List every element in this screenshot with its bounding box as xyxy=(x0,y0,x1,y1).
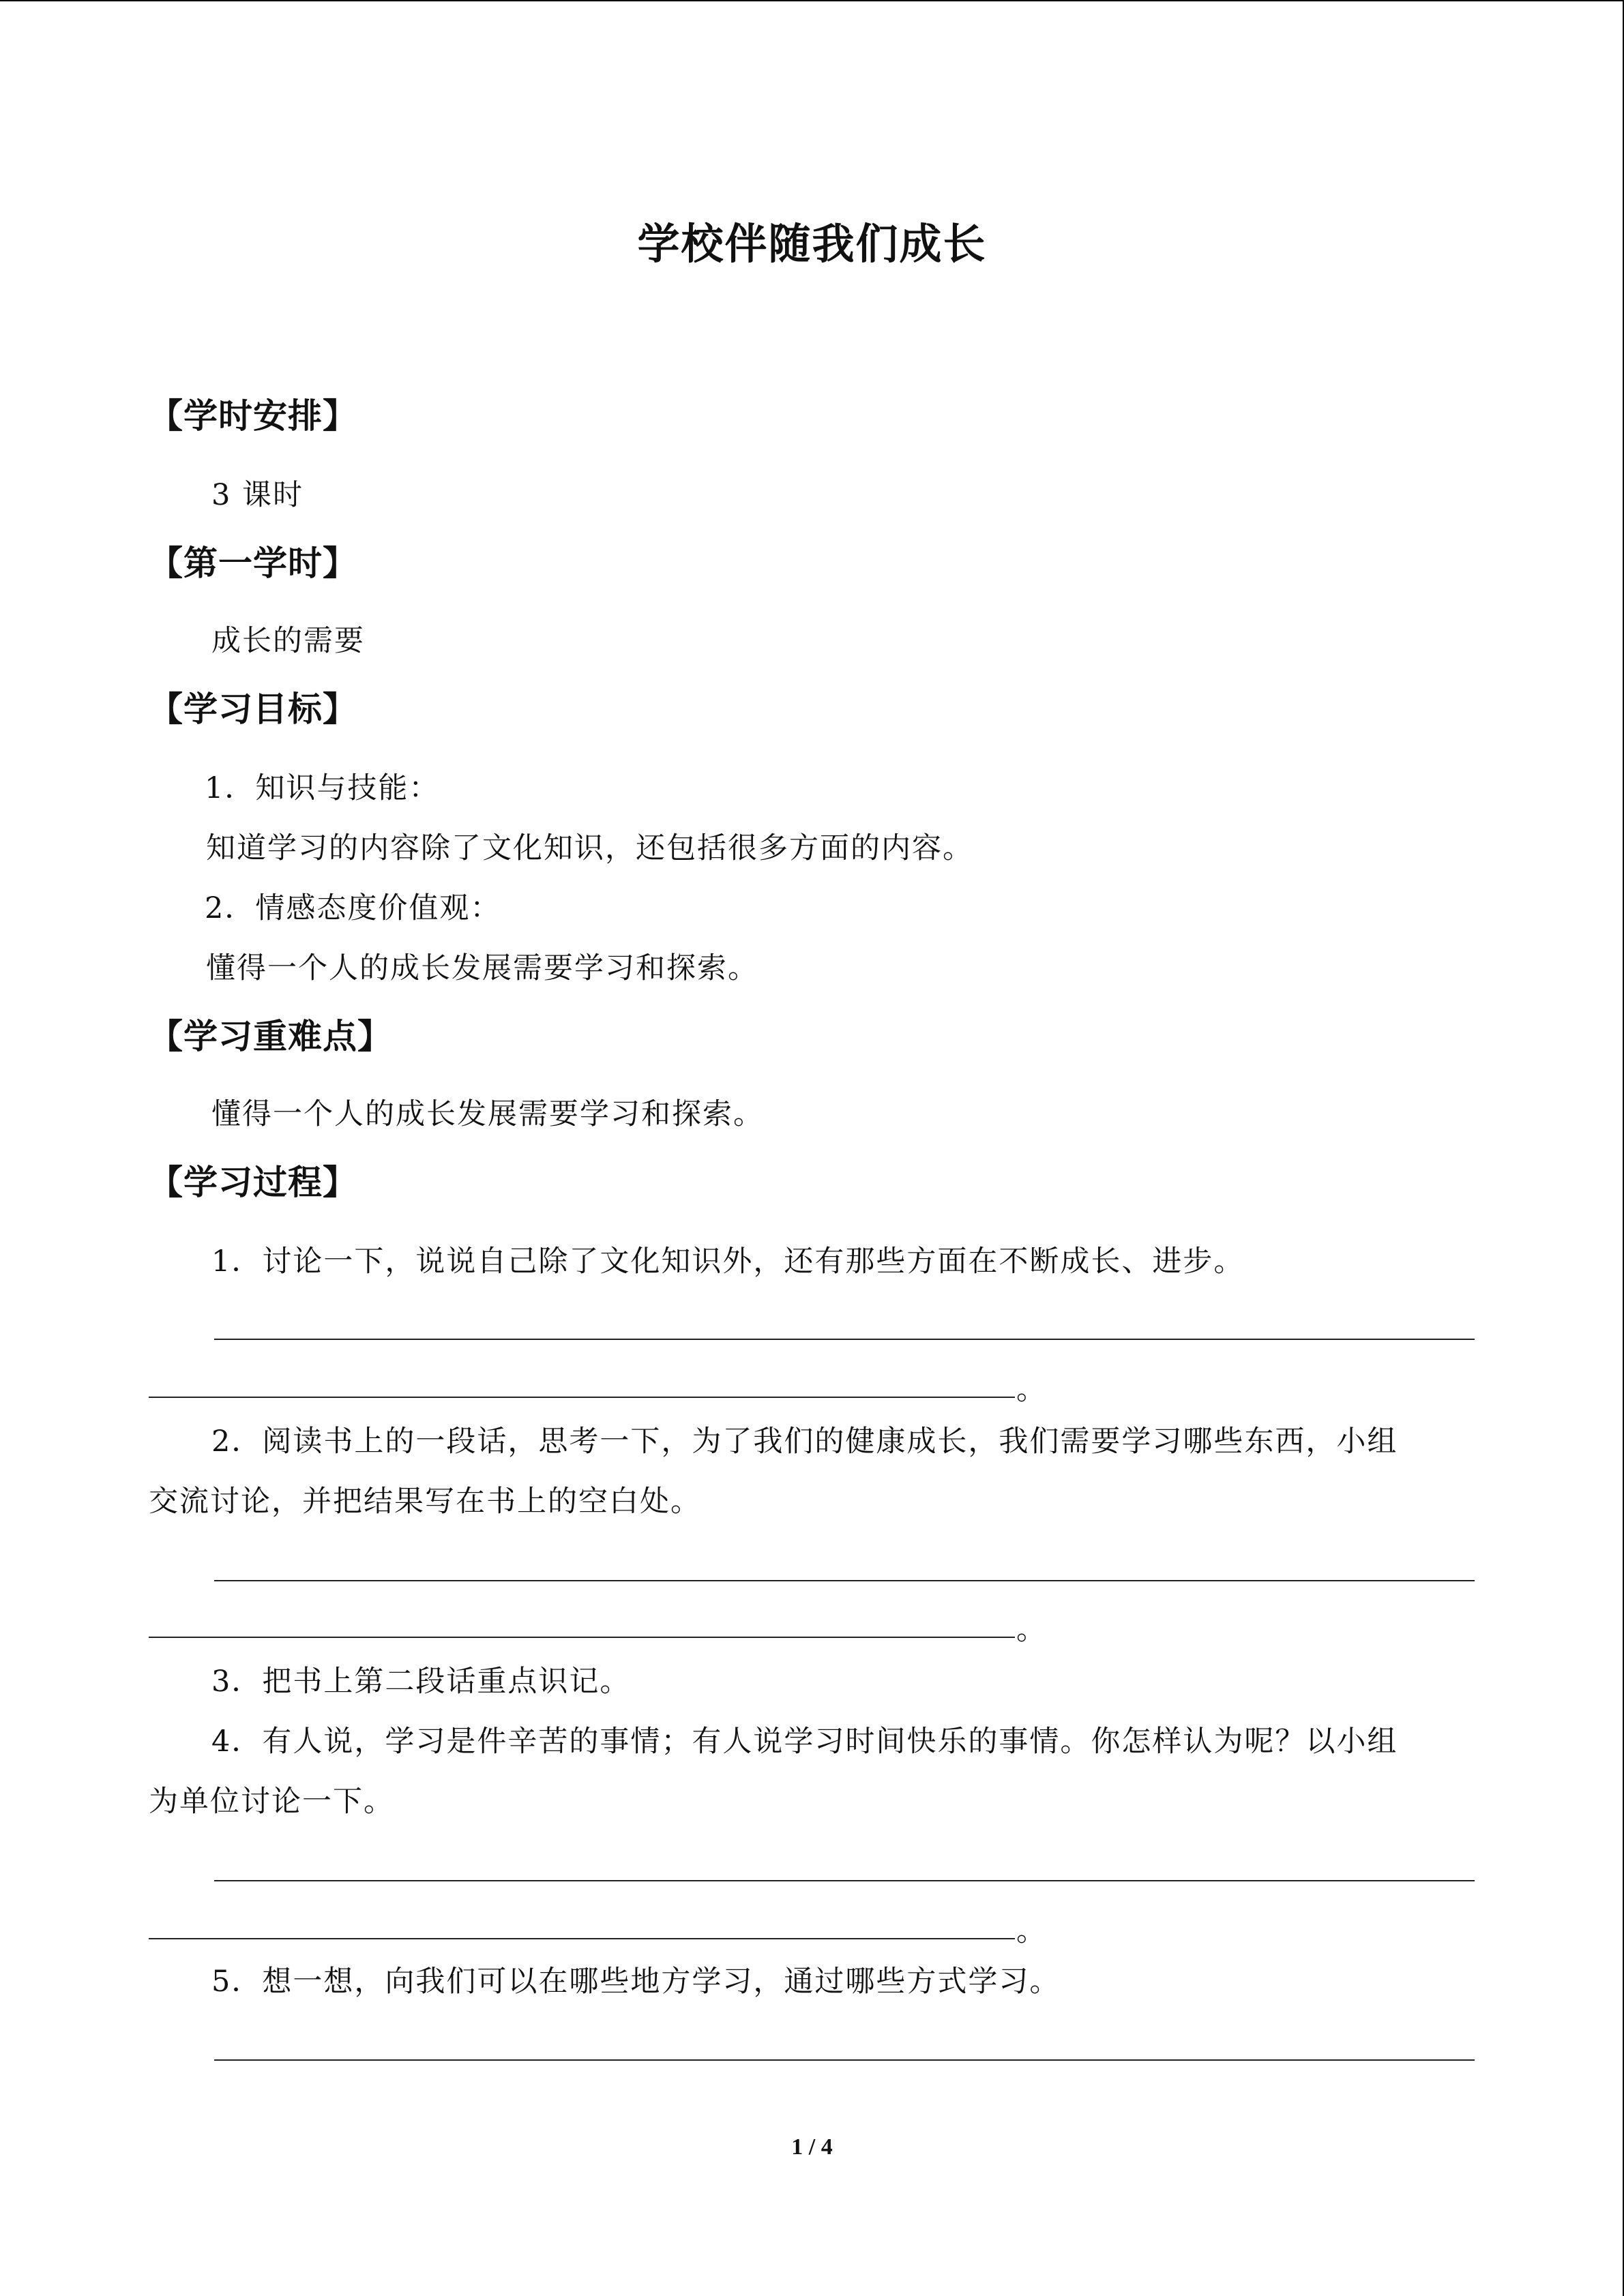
heading-lesson-one: 【第一学时】 xyxy=(149,543,357,583)
objective-item2-text: 懂得一个人的成长发展需要学习和探索。 xyxy=(206,951,758,985)
process-question-2-line1: 2．阅读书上的一段话，思考一下，为了我们的健康成长，我们需要学习哪些东西，小组 xyxy=(211,1425,1398,1459)
heading-objectives: 【学习目标】 xyxy=(149,689,357,729)
answer-line-1b[interactable] xyxy=(149,1397,1015,1398)
process-question-5: 5．想一想，向我们可以在哪些地方学习，通过哪些方式学习。 xyxy=(211,1965,1061,1999)
heading-key-points: 【学习重难点】 xyxy=(149,1017,392,1056)
objective-item2-label: 2．情感态度价值观： xyxy=(205,891,501,925)
process-question-3: 3．把书上第二段话重点识记。 xyxy=(211,1665,631,1699)
answer-line-4a[interactable] xyxy=(214,1880,1475,1881)
process-question-1: 1．讨论一下，说说自己除了文化知识外，还有那些方面在不断成长、进步。 xyxy=(211,1244,1245,1279)
answer-2-period: 。 xyxy=(1016,1613,1046,1647)
answer-4-period: 。 xyxy=(1016,1914,1046,1948)
answer-line-2a[interactable] xyxy=(214,1580,1475,1581)
answer-line-4b[interactable] xyxy=(149,1938,1015,1939)
objective-item1-label: 1．知识与技能： xyxy=(205,771,440,805)
document-title: 学校伴随我们成长 xyxy=(637,219,987,269)
answer-line-1a[interactable] xyxy=(214,1339,1475,1340)
answer-line-5a[interactable] xyxy=(214,2059,1475,2061)
process-question-4-line1: 4．有人说，学习是件辛苦的事情；有人说学习时间快乐的事情。你怎样认为呢？以小组 xyxy=(211,1725,1398,1759)
process-question-2-line2: 交流讨论，并把结果写在书上的空白处。 xyxy=(149,1485,701,1519)
key-points-content: 懂得一个人的成长发展需要学习和探索。 xyxy=(211,1097,764,1131)
heading-schedule: 【学时安排】 xyxy=(149,396,357,436)
answer-1-period: 。 xyxy=(1016,1373,1046,1407)
schedule-content: 3 课时 xyxy=(211,478,304,512)
process-question-4-line2: 为单位讨论一下。 xyxy=(149,1785,394,1819)
objective-item1-text: 知道学习的内容除了文化知识，还包括很多方面的内容。 xyxy=(206,831,973,865)
page-number: 1 / 4 xyxy=(791,2134,833,2160)
heading-process: 【学习过程】 xyxy=(149,1163,357,1202)
answer-line-2b[interactable] xyxy=(149,1637,1015,1638)
lesson-one-content: 成长的需要 xyxy=(211,624,365,658)
